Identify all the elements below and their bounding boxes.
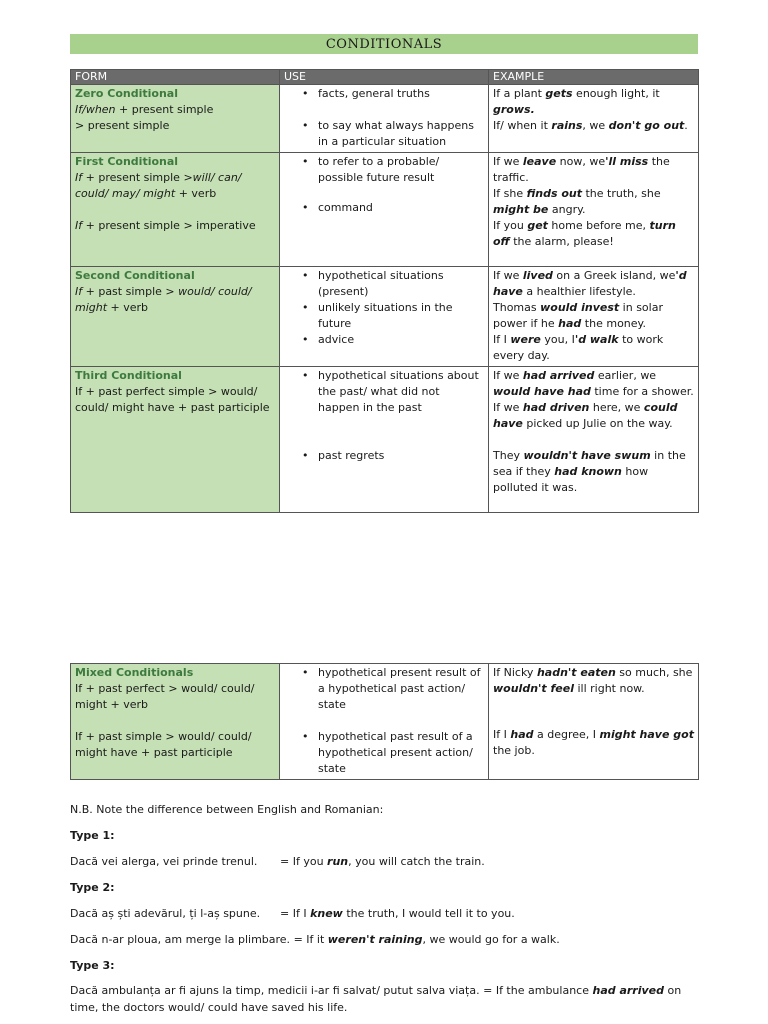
romanian-sentence: Dacă aș ști adevărul, ți l-aș spune. (70, 907, 261, 920)
example-text: If you (493, 219, 528, 232)
example-text: finds out (526, 187, 582, 200)
mixed-conditionals-table (70, 663, 699, 780)
form-text: If + past perfect simple > would/ could/ might have + past participle (75, 385, 270, 414)
form-text: If (75, 219, 83, 232)
example-text: Thomas (493, 301, 541, 314)
table-row (71, 664, 699, 780)
conditional-name: Third Conditional (75, 369, 182, 382)
use-cell (280, 85, 489, 153)
example-text: on a Greek island, we (552, 269, 676, 282)
english-sentence: run (327, 855, 349, 868)
list-item: • to refer to a probable/ possible future result (284, 154, 484, 186)
example-text: If we (493, 401, 523, 414)
example-text: wouldn't feel (493, 682, 574, 695)
table-row (71, 153, 699, 267)
form-text: If/when (75, 103, 116, 116)
conditional-name: Zero Conditional (75, 87, 178, 100)
list-item: • command (284, 200, 484, 216)
example-text: earlier, we (594, 369, 657, 382)
example-text: They (493, 449, 524, 462)
type-heading: Type 3: (70, 959, 115, 972)
example-text: If we (493, 155, 523, 168)
form-text: will/ can/ could/ may/ might (75, 171, 242, 200)
example-text: the job. (493, 744, 535, 757)
example-text: had (510, 728, 534, 741)
example-text: leave (522, 155, 557, 168)
romanian-sentence: Dacă ambulanța ar fi ajuns la timp, medicii i-ar fi salvat/ putut salva viața. (70, 984, 480, 997)
form-text: If + past perfect > would/ could/ might + verb (75, 682, 255, 711)
example-text: 'd have (493, 269, 687, 298)
example-text: time for a shower. (590, 385, 694, 398)
form-text: would/ could/ might (75, 285, 252, 314)
english-sentence: knew (310, 907, 343, 920)
example-text: . (684, 119, 688, 132)
example-text: don't go out (608, 119, 685, 132)
form-cell (71, 664, 280, 780)
example-text: you, I (540, 333, 575, 346)
example-text: the traffic. (493, 155, 670, 184)
example-text: rains (551, 119, 583, 132)
example-text: wouldn't have swum (523, 449, 651, 462)
example-text: If Nicky (493, 666, 537, 679)
example-text: so much, she (615, 666, 693, 679)
example-text: a healthier lifestyle. (522, 285, 636, 298)
example-text: now, we (556, 155, 606, 168)
example-text: how polluted it was. (493, 465, 649, 494)
example-text: the money. (581, 317, 646, 330)
example-text: If I (493, 333, 511, 346)
conditional-name: Second Conditional (75, 269, 195, 282)
form-cell (71, 153, 280, 267)
form-text: If + past simple > would/ could/ might have + past participle (75, 730, 252, 759)
english-sentence: had arrived (592, 984, 664, 997)
form-text: + present simple > (82, 171, 193, 184)
example-text: to work every day. (493, 333, 664, 362)
example-text: 'd walk (574, 333, 619, 346)
example-text: get (527, 219, 548, 232)
conditionals-table (70, 69, 699, 513)
example-text: If I (493, 728, 511, 741)
example-cell (489, 664, 699, 780)
example-text: would have had (493, 385, 591, 398)
type-heading: Type 2: (70, 881, 115, 894)
list-item: • hypothetical situations (present) (284, 268, 484, 300)
use-cell (280, 664, 489, 780)
example-cell (489, 85, 699, 153)
example-text: had (558, 317, 582, 330)
form-cell (71, 85, 280, 153)
type-heading: Type 1: (70, 829, 115, 842)
table-header-row (71, 70, 699, 85)
list-item: • past regrets (284, 448, 484, 464)
list-item: • hypothetical past result of a hypothetical present action/ state (284, 729, 484, 777)
english-sentence: = If you (280, 855, 328, 868)
example-cell (489, 153, 699, 267)
example-text: angry. (548, 203, 586, 216)
page-title: CONDITIONALS (70, 34, 698, 54)
example-text: the alarm, please! (509, 235, 614, 248)
english-sentence: = If I (280, 907, 311, 920)
example-text: a degree, I (533, 728, 600, 741)
example-text: could have (493, 401, 678, 430)
table-row (71, 85, 699, 153)
example-text: might have got (599, 728, 694, 741)
romanian-sentence: Dacă n-ar ploua, am merge la plimbare. (70, 933, 291, 946)
example-text: enough light, it (572, 87, 660, 100)
list-item: • facts, general truths (284, 86, 484, 102)
form-text: + verb (107, 301, 149, 314)
example-text: had known (554, 465, 622, 478)
example-text: had arrived (522, 369, 595, 382)
example-text: picked up Julie on the way. (522, 417, 673, 430)
form-cell (71, 367, 280, 513)
example-text: turn off (493, 219, 676, 248)
example-cell (489, 267, 699, 367)
example-text: If/ when it (493, 119, 552, 132)
example-text: If a plant (493, 87, 546, 100)
example-text: were (510, 333, 541, 346)
form-text: + past simple > (82, 285, 179, 298)
conditional-name: Mixed Conditionals (75, 666, 194, 679)
example-text: had driven (522, 401, 590, 414)
romanian-sentence: Dacă vei alerga, vei prinde trenul. (70, 855, 258, 868)
example-text: might be (493, 203, 549, 216)
use-cell (280, 267, 489, 367)
example-text: lived (522, 269, 553, 282)
english-sentence: the truth, I would tell it to you. (342, 907, 515, 920)
example-text: grows. (493, 103, 535, 116)
english-sentence: , we would go for a walk. (422, 933, 560, 946)
example-text: If we (493, 369, 523, 382)
form-text: + verb (175, 187, 217, 200)
example-cell (489, 367, 699, 513)
form-text: If (75, 171, 83, 184)
nb-note: N.B. Note the difference between English and Romanian: (70, 803, 384, 816)
example-text: ill right now. (573, 682, 645, 695)
example-text: in the sea if they (493, 449, 686, 478)
form-text: > present simple (75, 119, 170, 132)
english-sentence: weren't raining (327, 933, 423, 946)
use-cell (280, 367, 489, 513)
form-text: + present simple > imperative (82, 219, 256, 232)
example-text: 'll miss (605, 155, 649, 168)
example-text: hadn't eaten (536, 666, 616, 679)
english-sentence: = If the ambulance (483, 984, 593, 997)
list-item: • unlikely situations in the future (284, 300, 484, 332)
english-sentence: on time, the doctors would/ could have saved his life. (70, 984, 682, 1014)
example-text: home before me, (547, 219, 650, 232)
list-item: • advice (284, 332, 484, 348)
form-text: + present simple (115, 103, 214, 116)
example-text: would invest (540, 301, 620, 314)
table-row (71, 267, 699, 367)
list-item: • to say what always happens in a particular situation (284, 118, 484, 150)
example-text: here, we (589, 401, 644, 414)
list-item: • hypothetical situations about the past/ what did not happen in the past (284, 368, 484, 416)
notes-section (70, 800, 710, 1016)
header-example: EXAMPLE (489, 70, 699, 85)
example-text: gets (545, 87, 573, 100)
header-form: FORM (71, 70, 280, 85)
list-item: • hypothetical present result of a hypothetical past action/ state (284, 665, 484, 713)
example-text: the truth, she (581, 187, 661, 200)
english-sentence: , you will catch the train. (348, 855, 485, 868)
example-text: , we (582, 119, 609, 132)
example-text: in solar power if he (493, 301, 663, 330)
table-row (71, 367, 699, 513)
conditional-name: First Conditional (75, 155, 179, 168)
form-cell (71, 267, 280, 367)
example-text: If we (493, 269, 523, 282)
form-text: If (75, 285, 83, 298)
english-sentence: = If it (293, 933, 328, 946)
header-use: USE (280, 70, 489, 85)
use-cell (280, 153, 489, 267)
example-text: If she (493, 187, 527, 200)
